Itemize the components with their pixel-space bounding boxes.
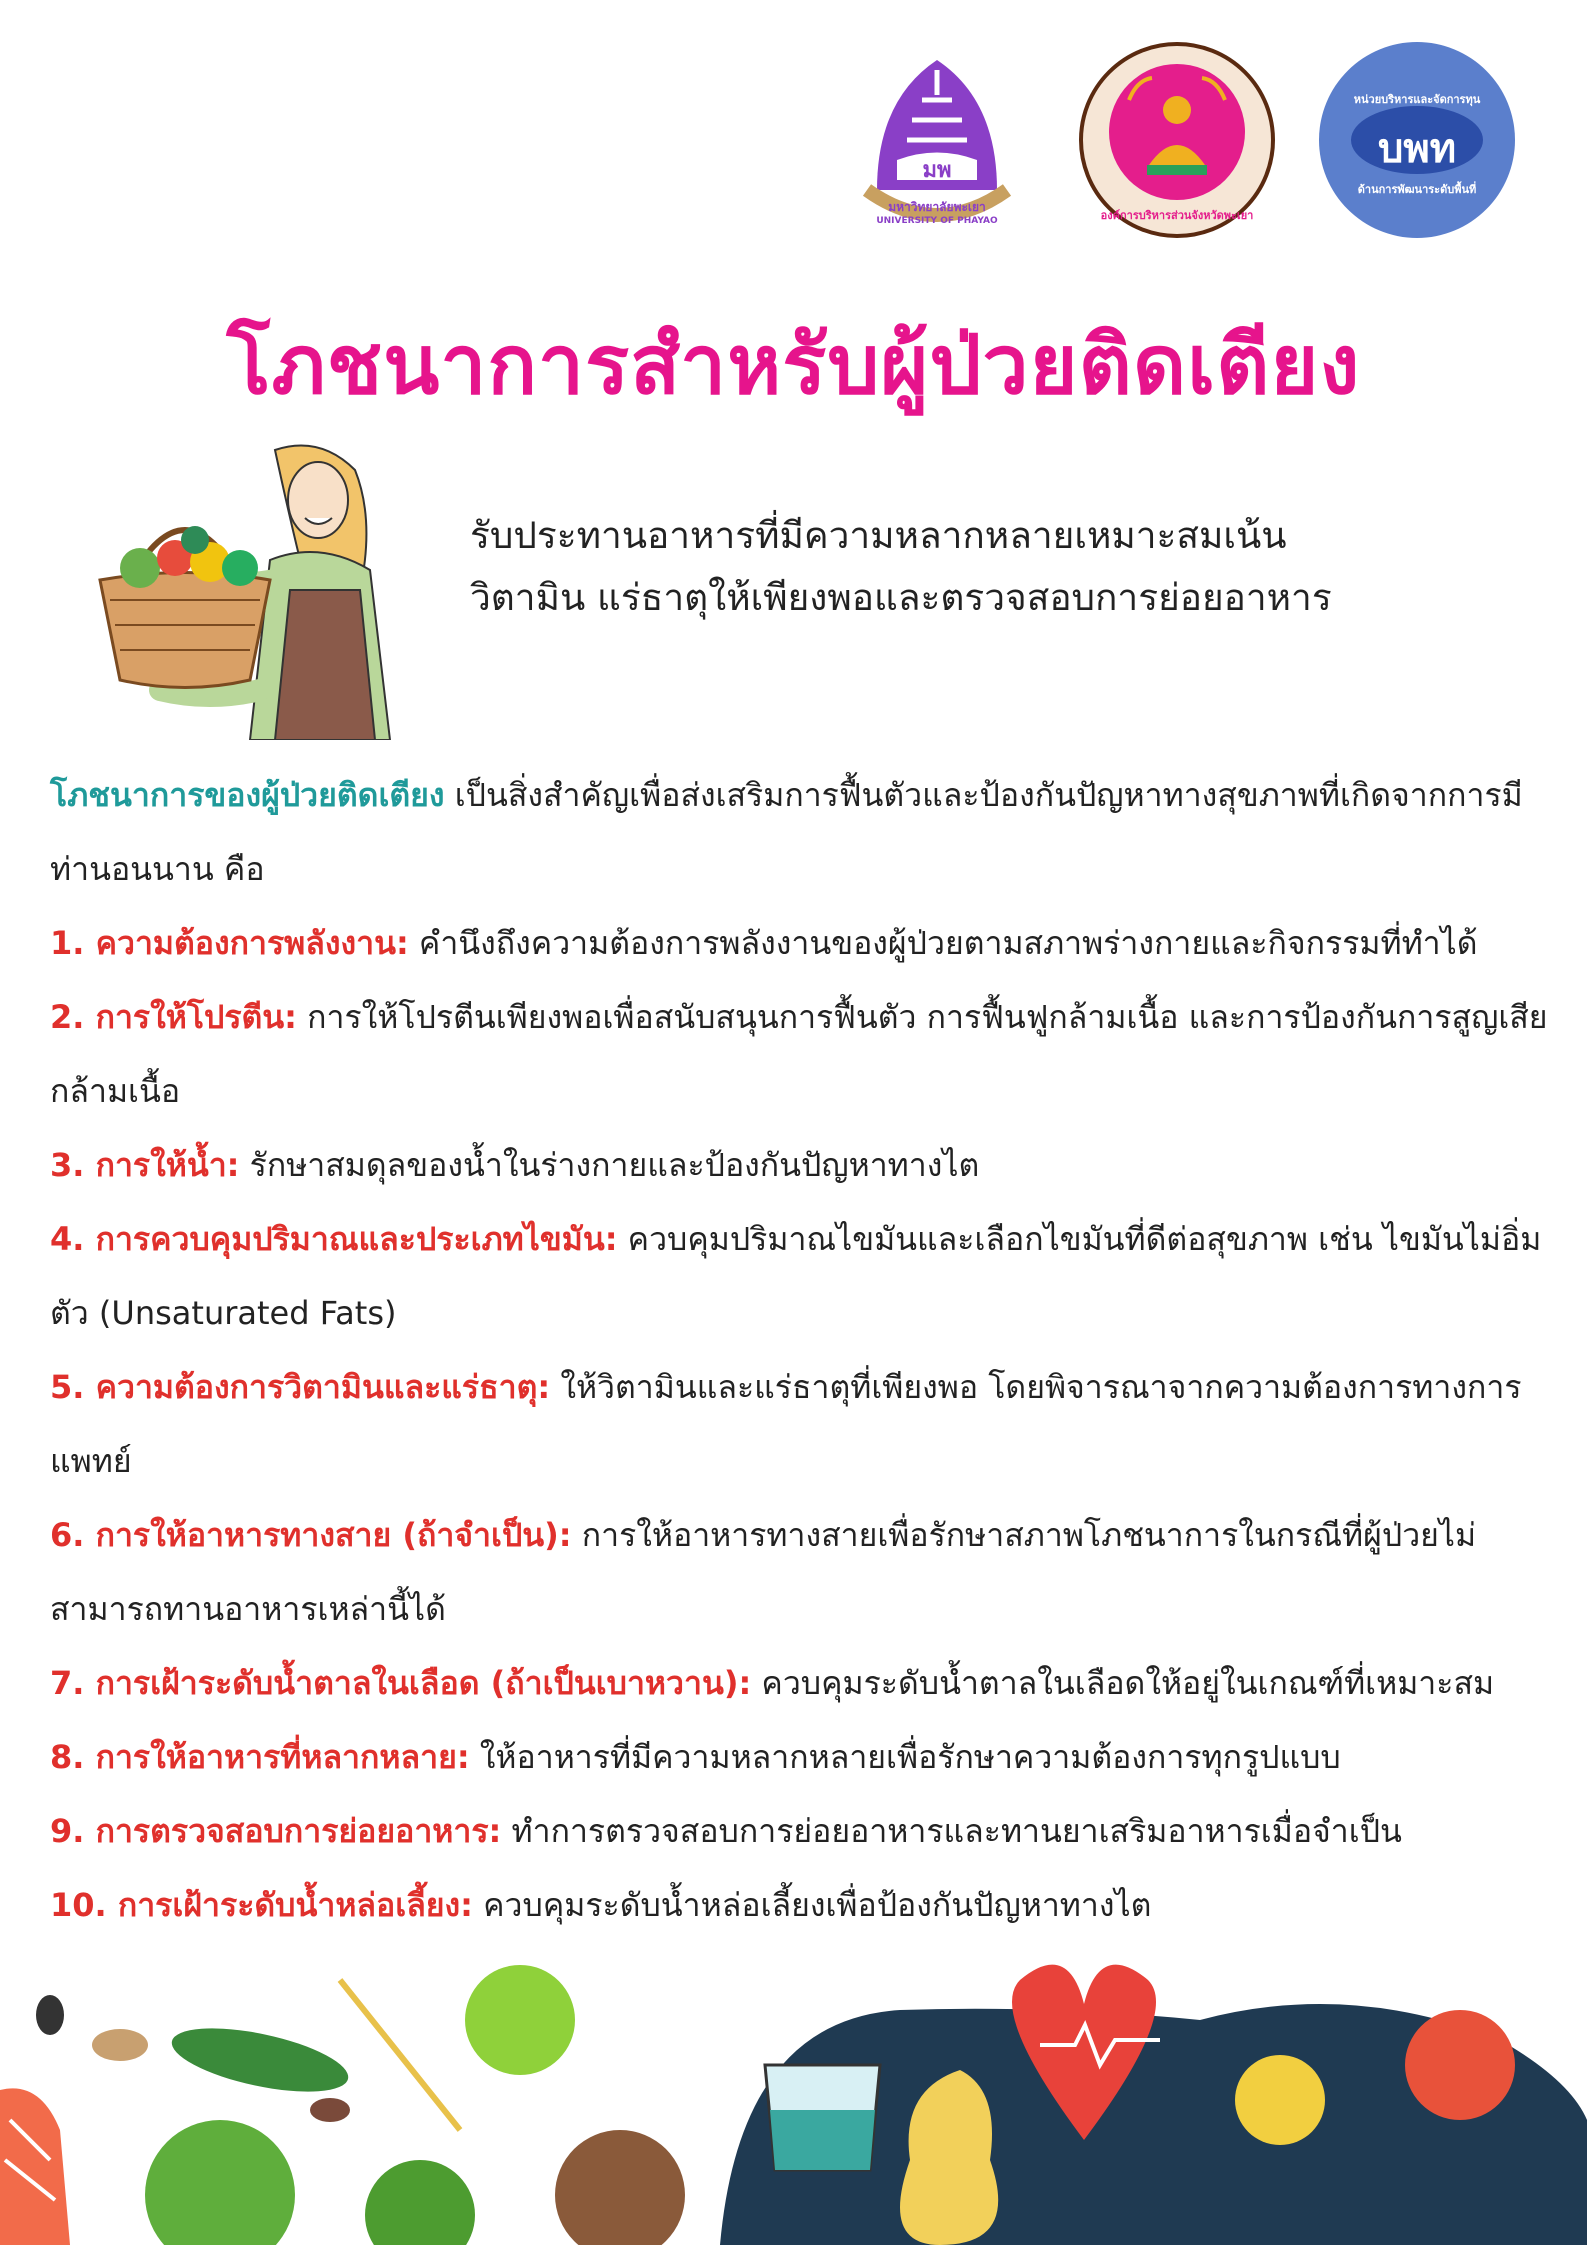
item-heading: 6. การให้อาหารทางสาย (ถ้าจำเป็น):: [50, 1516, 572, 1554]
list-item: [50, 980, 1550, 1128]
university-logo-text: มหาวิทยาลัยพะเยา: [888, 200, 986, 214]
list-item: [50, 1202, 1550, 1350]
footer-food-illustration: [0, 1960, 1587, 2245]
list-item: [50, 1350, 1550, 1498]
item-heading: 5. ความต้องการวิตามินและแร่ธาตุ:: [50, 1368, 551, 1406]
item-heading: 10. การเฝ้าระดับน้ำหล่อเลี้ยง:: [50, 1886, 473, 1924]
item-heading: 3. การให้น้ำ:: [50, 1146, 240, 1184]
item-heading: 4. การควบคุมปริมาณและประเภทไขมัน:: [50, 1220, 618, 1258]
list-item: [50, 1498, 1550, 1646]
item-text: ควบคุมระดับน้ำตาลในเลือดให้อยู่ในเกณฑ์ที่เหมาะสม: [751, 1664, 1495, 1702]
item-text: รักษาสมดุลของน้ำในร่างกายและป้องกันปัญหาทางไต: [239, 1146, 980, 1184]
item-text: ควบคุมระดับน้ำหล่อเลี้ยงเพื่อป้องกันปัญหาทางไต: [472, 1886, 1152, 1924]
page-title: โภชนาการสำหรับผู้ป่วยติดเตียง: [226, 318, 1361, 413]
item-text: คำนึงถึงความต้องการพลังงานของผู้ป่วยตามสภาพร่างกายและกิจกรรมที่ทำได้: [408, 924, 1478, 962]
item-heading: 8. การให้อาหารที่หลากหลาย:: [50, 1738, 470, 1776]
item-text: ควบคุมปริมาณไขมันและเลือกไขมันที่ดีต่อสุขภาพ เช่น ไขมันไม่อิ่มตัว (Unsaturated Fats): [50, 1220, 1542, 1332]
item-text: ให้วิตามินและแร่ธาตุที่เพียงพอ โดยพิจารณาจากความต้องการทางการแพทย์: [50, 1368, 1522, 1480]
lead-paragraph: [50, 758, 1550, 906]
intro-line-2: วิตามิน แร่ธาตุให้เพียงพอและตรวจสอบการย่อยอาหาร: [470, 576, 1332, 619]
item-text: การให้อาหารทางสายเพื่อรักษาสภาพโภชนาการในกรณีที่ผู้ป่วยไม่สามารถทานอาหารเหล่านี้ได้: [50, 1516, 1477, 1628]
lead-text: เป็นสิ่งสำคัญเพื่อส่งเสริมการฟื้นตัวและป้องกันปัญหาทางสุขภาพที่เกิดจากการมีท่านอนนาน คือ: [50, 776, 1523, 888]
pao-logo-text: องค์การบริหารส่วนจังหวัดพะเยา: [1100, 209, 1254, 222]
list-item: [50, 1720, 1550, 1794]
list-item: [50, 906, 1550, 980]
list-item: [50, 1794, 1550, 1868]
list-item: [50, 1128, 1550, 1202]
lead-highlight: โภชนาการของผู้ป่วยติดเตียง: [50, 776, 445, 814]
item-text: ทำการตรวจสอบการย่อยอาหารและทานยาเสริมอาหารเมื่อจำเป็น: [501, 1812, 1402, 1850]
svg-text:มพ: มพ: [922, 158, 952, 183]
intro-text: [470, 505, 1520, 629]
pmu-logo-main-text: บพท: [1377, 126, 1457, 172]
content-body: [50, 758, 1550, 1942]
item-heading: 9. การตรวจสอบการย่อยอาหาร:: [50, 1812, 502, 1850]
university-logo: [837, 40, 1037, 240]
item-heading: 7. การเฝ้าระดับน้ำตาลในเลือด (ถ้าเป็นเบาหวาน):: [50, 1664, 752, 1702]
item-heading: 1. ความต้องการพลังงาน:: [50, 924, 409, 962]
university-logo-subtext: UNIVERSITY OF PHAYAO: [876, 216, 998, 226]
item-text: ให้อาหารที่มีความหลากหลายเพื่อรักษาความต้องการทุกรูปแบบ: [469, 1738, 1341, 1776]
item-text: การให้โปรตีนเพียงพอเพื่อสนับสนุนการฟื้นตัว การฟื้นฟูกล้ามเนื้อ และการป้องกันการสูญเสียกล้ามเนื้อ: [50, 998, 1548, 1110]
list-item: [50, 1868, 1550, 1942]
pao-logo: [1077, 40, 1277, 240]
list-item: [50, 1646, 1550, 1720]
pmu-logo: [1317, 40, 1517, 240]
pmu-logo-bottom-text: ด้านการพัฒนาระดับพื้นที่: [1357, 183, 1477, 196]
intro-line-1: รับประทานอาหารที่มีความหลากหลายเหมาะสมเน้น: [470, 514, 1287, 557]
pmu-logo-top-text: หน่วยบริหารและจัดการทุน: [1353, 93, 1481, 106]
item-heading: 2. การให้โปรตีน:: [50, 998, 297, 1036]
logo-row: [837, 40, 1517, 240]
woman-with-vegetable-basket-illustration: [90, 440, 420, 740]
